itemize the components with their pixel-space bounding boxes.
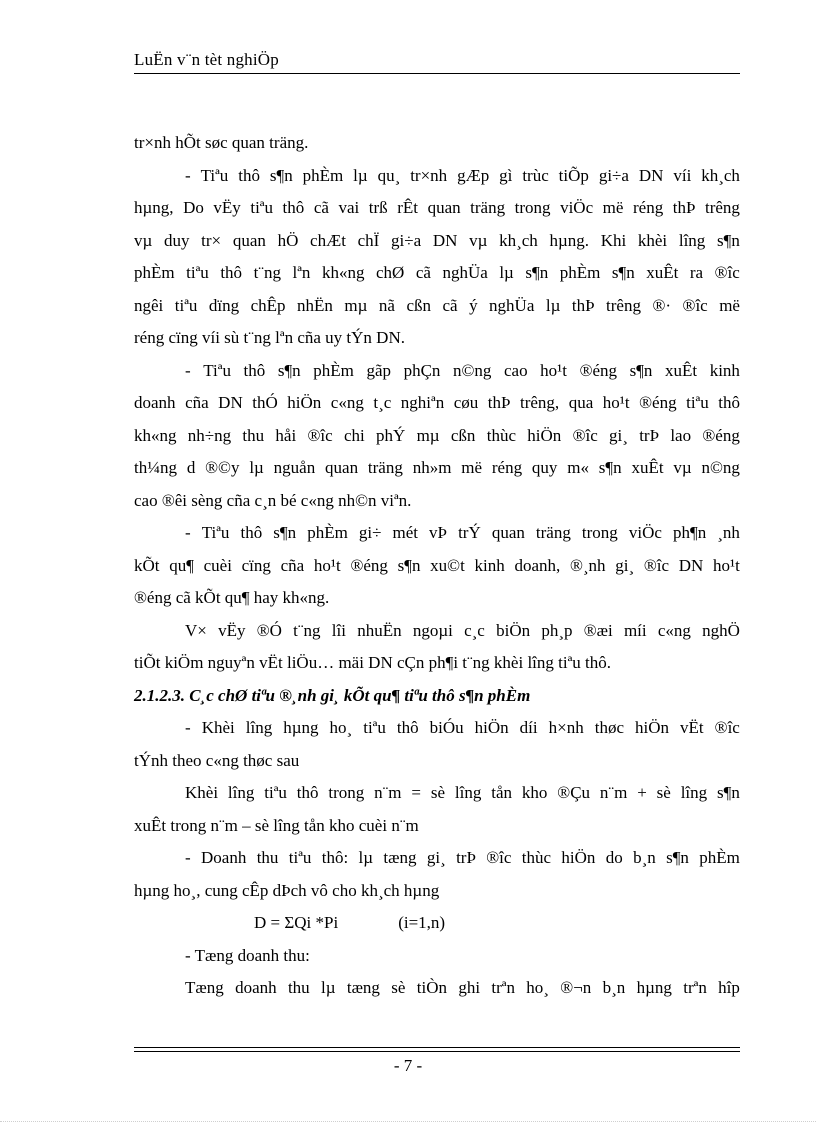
body-line: tr×nh hÕt søc quan träng.	[134, 133, 309, 152]
body-line: hµng ho¸, cung cÊp dÞch vô cho kh¸ch hµng	[134, 880, 440, 900]
body-line: vµ duy tr× quan hÖ chÆt chÏ gi÷a DN vµ kh¸ch hµng. Khi khèi lîng s¶n	[134, 230, 740, 250]
body-line: kÕt qu¶ cuèi cïng cña ho¹t ®éng s¶n xu©t kinh doanh, ®¸nh gi¸ ®îc DN ho¹t	[134, 555, 740, 575]
document-body	[134, 130, 740, 1008]
footer-rule-bottom	[134, 1051, 740, 1052]
formula-line	[134, 910, 740, 943]
body-line: V× vËy ®Ó t¨ng lîi nhuËn ngoµi c¸c biÖn ph¸p ®æi míi c«ng nghÖ	[185, 620, 740, 640]
body-line: - Tiªu thô s¶n phÈm gãp phÇn n©ng cao ho¹t ®éng s¶n xuÊt kinh	[185, 360, 740, 380]
body-line: - Doanh thu tiªu thô: lµ tæng gi¸ trÞ ®îc thùc hiÖn do b¸n s¶n phÈm	[185, 848, 740, 867]
body-line: tÝnh theo c«ng thøc sau	[134, 750, 300, 770]
body-line: - Khèi lîng hµng ho¸ tiªu thô biÓu hiÖn díi h×nh thøc hiÖn vËt ®îc	[185, 718, 740, 737]
page-edge-dotted-line	[0, 1121, 816, 1122]
formula-range: (i=1,n)	[398, 913, 446, 932]
running-header: LuËn v¨n tèt nghiÖp	[134, 50, 279, 69]
body-line: - Tiªu thô s¶n phÈm lµ qu¸ tr×nh gÆp gì trùc tiÕp gi÷a DN víi kh¸ch	[185, 165, 740, 185]
body-line: cao ®êi sèng cña c¸n bé c«ng nh©n viªn.	[134, 490, 412, 510]
page-number: - 7 -	[393, 1056, 423, 1075]
body-line: phÈm tiªu thô t¨ng lªn kh«ng chØ cã nghÜa lµ s¶n phÈm s¶n xuÊt ra ®îc	[134, 263, 740, 282]
body-line: - Tiªu thô s¶n phÈm gi÷ mét vÞ trÝ quan träng trong viÖc ph¶n ¸nh	[185, 523, 740, 542]
body-line: ngêi tiªu dïng chÊp nhËn mµ nã cßn cã ý nghÜa lµ thÞ trêng ®· ®îc më	[134, 295, 740, 315]
body-line: hµng, Do vËy tiªu thô cã vai trß rÊt quan träng trong viÖc më réng thÞ trêng	[134, 198, 740, 217]
body-line: Tæng doanh thu lµ tæng sè tiÒn ghi trªn ho¸ ®¬n b¸n hµng trªn hîp	[185, 978, 740, 997]
body-line: th¼ng d ®©y lµ nguån quan träng nh»m më réng quy m« s¶n xuÊt vµ n©ng	[134, 458, 740, 477]
body-line: - Tæng doanh thu:	[185, 945, 310, 965]
body-line: tiÕt kiÖm nguyªn vËt liÖu… mäi DN cÇn ph¶i t¨ng khèi lîng tiªu thô.	[134, 653, 612, 672]
footer-rule-top	[134, 1047, 740, 1048]
header-rule	[134, 73, 740, 74]
body-line: doanh cña DN thÓ hiÖn c«ng t¸c nghiªn cøu thÞ trêng, qua ho¹t ®éng tiªu thô	[134, 393, 740, 412]
body-line: xuÊt trong n¨m – sè lîng tån kho cuèi n¨m	[134, 815, 419, 835]
body-line: ®éng cã kÕt qu¶ hay kh«ng.	[134, 588, 330, 607]
body-line: Khèi lîng tiªu thô trong n¨m = sè lîng tån kho ®Çu n¨m + sè lîng s¶n	[185, 783, 740, 802]
body-line: réng cïng víi sù t¨ng lªn cña uy tÝn DN.	[134, 328, 405, 347]
formula-expression: D = ΣQi *Pi	[254, 913, 339, 932]
section-heading: 2.1.2.3. C¸c chØ tiªu ®¸nh gi¸ kÕt qu¶ tiªu thô s¶n phÈm	[134, 685, 531, 705]
body-line: kh«ng nh÷ng thu håi ®îc chi phÝ mµ cßn thùc hiÖn ®îc gi¸ trÞ lao ®éng	[134, 425, 740, 445]
